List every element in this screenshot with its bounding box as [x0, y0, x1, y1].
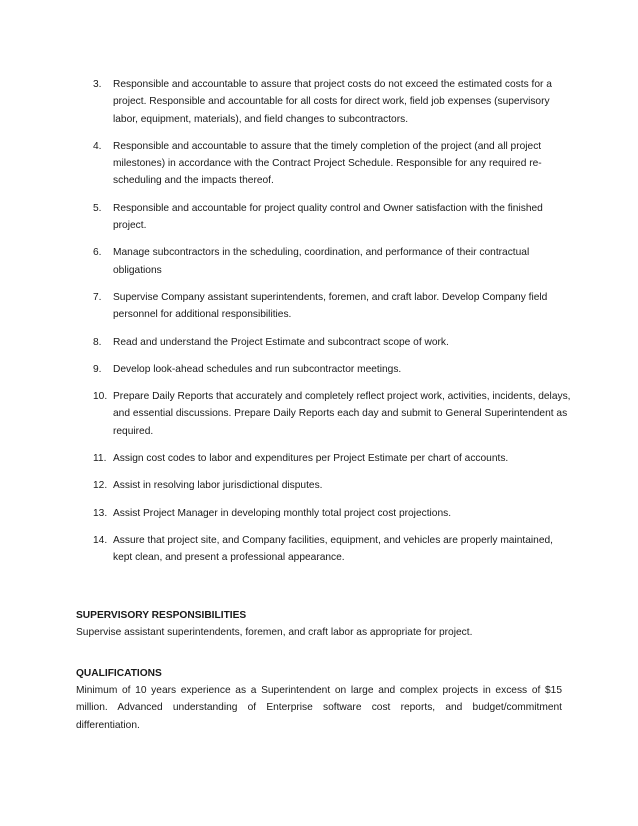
- list-item-text: Develop look-ahead schedules and run subcontractor meetings.: [113, 363, 402, 375]
- section-body: Supervise assistant superintendents, foremen, and craft labor as appropriate for project.: [76, 627, 473, 638]
- list-item-text: Responsible and accountable for project quality control and Owner satisfaction with the finished project.: [113, 202, 543, 232]
- responsibilities-list: [93, 76, 573, 577]
- list-item: [93, 76, 573, 128]
- list-item-number: 8.: [93, 336, 102, 348]
- list-item-number: 13.: [93, 507, 108, 519]
- list-item: [93, 361, 573, 378]
- list-item-number: 11.: [93, 453, 107, 465]
- list-item-text: Assign cost codes to labor and expenditures per Project Estimate per chart of accounts.: [113, 453, 509, 465]
- list-item-text: Prepare Daily Reports that accurately and completely reflect project work, activities, incidents, delays, and essential discussions. Prepare Daily Reports each day and submit to General Superintendent as required.: [113, 391, 571, 437]
- list-item-number: 7.: [93, 291, 102, 303]
- list-item-number: 3.: [93, 79, 102, 90]
- list-item-text: Supervise Company assistant superintendents, foremen, and craft labor. Develop Company field personnel for additional responsibilities.: [113, 291, 548, 321]
- list-item: [93, 505, 573, 522]
- list-item: [93, 289, 573, 324]
- list-item-number: 9.: [93, 363, 102, 375]
- list-item: [93, 200, 573, 235]
- list-item: [93, 532, 573, 567]
- section-heading: SUPERVISORY RESPONSIBILITIES: [76, 610, 247, 621]
- list-item: [93, 450, 573, 467]
- list-item-text: Read and understand the Project Estimate and subcontract scope of work.: [113, 336, 449, 348]
- list-item: [93, 138, 573, 190]
- section-heading: QUALIFICATIONS: [76, 668, 162, 679]
- list-item-text: Manage subcontractors in the scheduling, coordination, and performance of their contractual obligations: [113, 247, 530, 276]
- list-item-text: Responsible and accountable to assure that the timely completion of the project (and all project milestones) in accordance with the Contract Project Schedule. Responsible for any required re-scheduling and the impacts thereof.: [113, 140, 542, 187]
- list-item-number: 6.: [93, 247, 102, 259]
- list-item-number: 12.: [93, 480, 108, 492]
- list-item: [93, 244, 573, 279]
- list-item: [93, 388, 573, 440]
- qualifications-section: [76, 665, 562, 734]
- list-item-number: 10.: [93, 391, 108, 403]
- list-item-number: 14.: [93, 534, 108, 546]
- list-item-text: Assure that project site, and Company facilities, equipment, and vehicles are properly maintained, kept clean, and present a professional appearance.: [113, 534, 553, 564]
- list-item-number: 4.: [93, 140, 102, 152]
- supervisory-responsibilities-section: [76, 607, 562, 641]
- list-item-number: 5.: [93, 202, 102, 214]
- list-item-text: Responsible and accountable to assure that project costs do not exceed the estimated costs for a project. Responsible and accountable for all costs for direct work, field job expenses (supervisory labor, equipment, materials), and field changes to subcontractors.: [113, 79, 552, 125]
- list-item-text: Assist in resolving labor jurisdictional disputes.: [113, 480, 323, 492]
- list-item-text: Assist Project Manager in developing monthly total project cost projections.: [113, 507, 452, 519]
- section-body: Minimum of 10 years experience as a Superintendent on large and complex projects in excess of $15 million. Advanced understanding of Enterprise software cost reports, and budget/commitment differentiation.: [76, 685, 562, 731]
- list-item: [93, 477, 573, 494]
- list-item: [93, 334, 573, 351]
